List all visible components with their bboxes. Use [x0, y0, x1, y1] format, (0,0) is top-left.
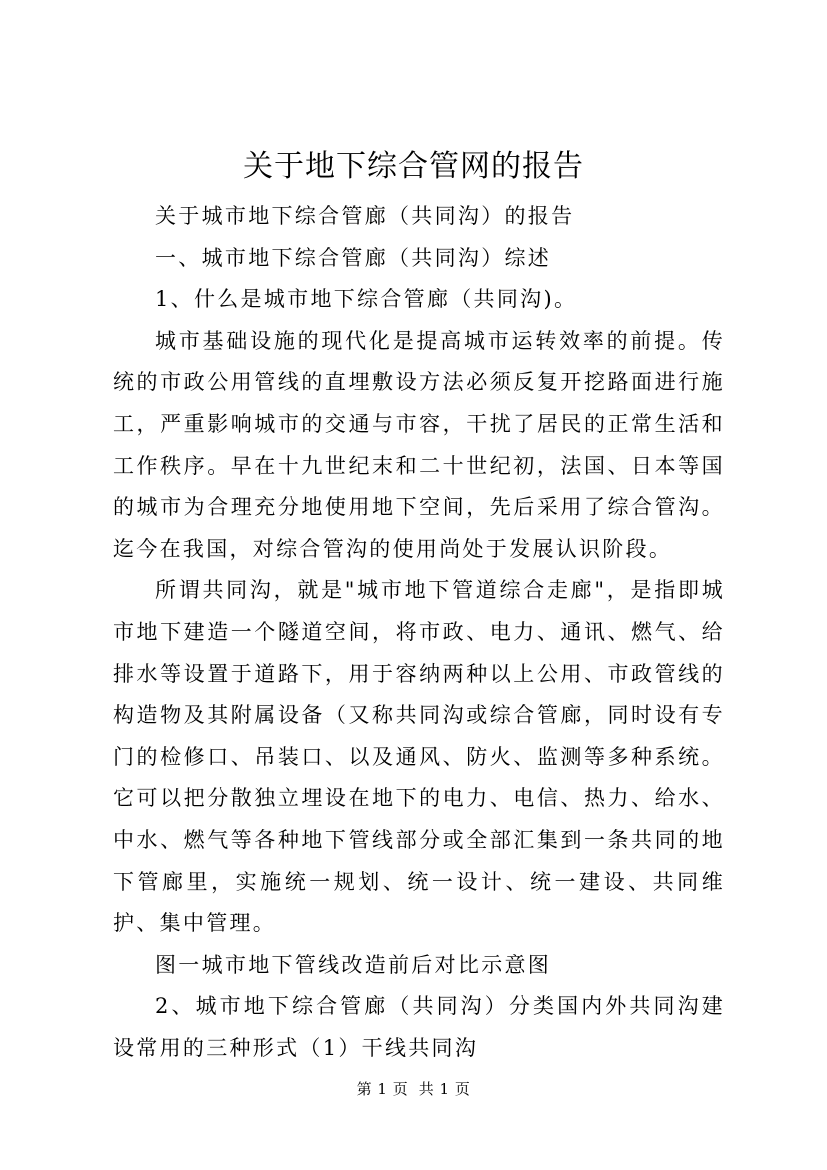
paragraph-body: 城市基础设施的现代化是提高城市运转效率的前提。传统的市政公用管线的直埋敷设方法必须反复开挖路面进行施工，严重影响城市的交通与市容，干扰了居民的正常生活和工作秩序。早在十九世纪末和二十世纪初，法国、日本等国的城市为合理充分地使用地下空间，先后采用了综合管沟。迄今在我国，对综合管沟的使用尚处于发展认识阶段。	[113, 328, 725, 561]
page-number: 第 1 页 共 1 页	[356, 1080, 471, 1098]
paragraph-report-heading: 关于城市地下综合管廊（共同沟）的报告	[155, 204, 575, 228]
paragraph-body: 所谓共同沟，就是"城市地下管道综合走廊"，是指即城市地下建造一个隧道空间，将市政、电力、通讯、燃气、给排水等设置于道路下，用于容纳两种以上公用、市政管线的构造物及其附属设备（又称共同沟或综合管廊，同时设有专门的检修口、吊装口、以及通风、防火、监测等多种系统。它可以把分散独立埋设在地下的电力、电信、热力、给水、中水、燃气等各种地下管线部分或全部汇集到一条共同的地下管廊里，实施统一规划、统一设计、统一建设、共同维护、集中管理。	[113, 578, 725, 936]
paragraph-section-heading: 一、城市地下综合管廊（共同沟）综述	[155, 245, 552, 270]
paragraph-subsection-heading: 1、什么是城市地下综合管廊（共同沟)。	[155, 287, 578, 312]
document-body	[113, 196, 725, 1069]
document-title: 关于地下综合管网的报告	[243, 149, 584, 184]
page-footer	[0, 1078, 827, 1100]
paragraph-body: 2、城市地下综合管廊（共同沟）分类国内外共同沟建设常用的三种形式（1）干线共同沟	[113, 994, 725, 1060]
figure-caption: 图一城市地下管线改造前后对比示意图	[155, 952, 552, 977]
